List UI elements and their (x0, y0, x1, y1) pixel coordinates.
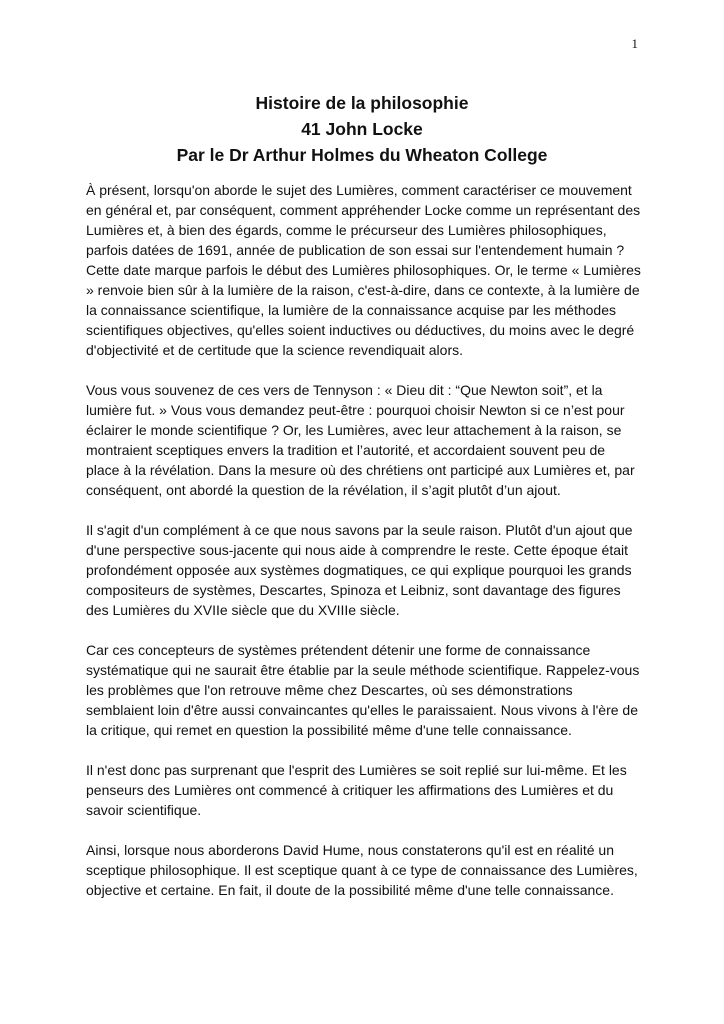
paragraph: Il s'agit d'un complément à ce que nous savons par la seule raison. Plutôt d'un ajout que d'une perspective sous-jacente qui nous aide à comprendre le reste. Cette époque était profondément opposée aux systèmes dogmatiques, ce qui explique pourquoi les grands compositeurs de systèmes, Descartes, Spinoza et Leibniz, sont davantage des figures des Lumières du XVIIe siècle que du XVIIIe siècle. (86, 522, 633, 618)
title-line-lecture: 41 John Locke (301, 119, 423, 139)
page-number: 1 (631, 36, 638, 51)
document-body (86, 180, 642, 920)
title-line-series: Histoire de la philosophie (255, 93, 469, 113)
paragraph: Car ces concepteurs de systèmes prétendent détenir une forme de connaissance systématique qui ne saurait être établie par la seule méthode scientifique. Rappelez-vous les problèmes que l'on retrouve même chez Descartes, où ses démonstrations semblaient loin d'être aussi convaincantes qu'elles le paraissaient. Nous vivons à l'ère de la critique, qui remet en question la possibilité même d'une telle connaissance. (86, 642, 640, 738)
document-title (86, 90, 638, 168)
title-line-author: Par le Dr Arthur Holmes du Wheaton College (176, 145, 548, 165)
paragraph: Ainsi, lorsque nous aborderons David Hume, nous constaterons qu'il est en réalité un sceptique philosophique. Il est sceptique quant à ce type de connaissance des Lumières, objective et certaine. En fait, il doute de la possibilité même d'une telle connaissance. (86, 842, 638, 898)
paragraph: Vous vous souvenez de ces vers de Tennyson : « Dieu dit : “Que Newton soit”, et la lumière fut. » Vous vous demandez peut-être : pourquoi choisir Newton si ce n’est pour éclairer le monde scientifique ? Or, les Lumières, avec leur attachement à la raison, se montraient sceptiques envers la tradition et l’autorité, et accordaient souvent peu de place à la révélation. Dans la mesure où des chrétiens ont participé aux Lumières et, par conséquent, ont abordé la question de la révélation, il s’agit plutôt d’un ajout. (86, 382, 635, 498)
paragraph: Il n'est donc pas surprenant que l'esprit des Lumières se soit replié sur lui-même. Et les penseurs des Lumières ont commencé à critiquer les affirmations des Lumières et du savoir scientifique. (86, 762, 627, 818)
paragraph: À présent, lorsqu'on aborde le sujet des Lumières, comment caractériser ce mouvement en général et, par conséquent, comment appréhender Locke comme un représentant des Lumières et, à bien des égards, comme le précurseur des Lumières philosophiques, parfois datées de 1691, année de publication de son essai sur l'entendement humain ? Cette date marque parfois le début des Lumières philosophiques. Or, le terme « Lumières » renvoie bien sûr à la lumière de la raison, c'est-à-dire, dans ce contexte, à la lumière de la connaissance scientifique, la lumière de la connaissance acquise par les méthodes scientifiques objectives, qu'elles soient inductives ou déductives, du moins avec le degré d'objectivité et de certitude que la science revendiquait alors. (86, 182, 641, 358)
